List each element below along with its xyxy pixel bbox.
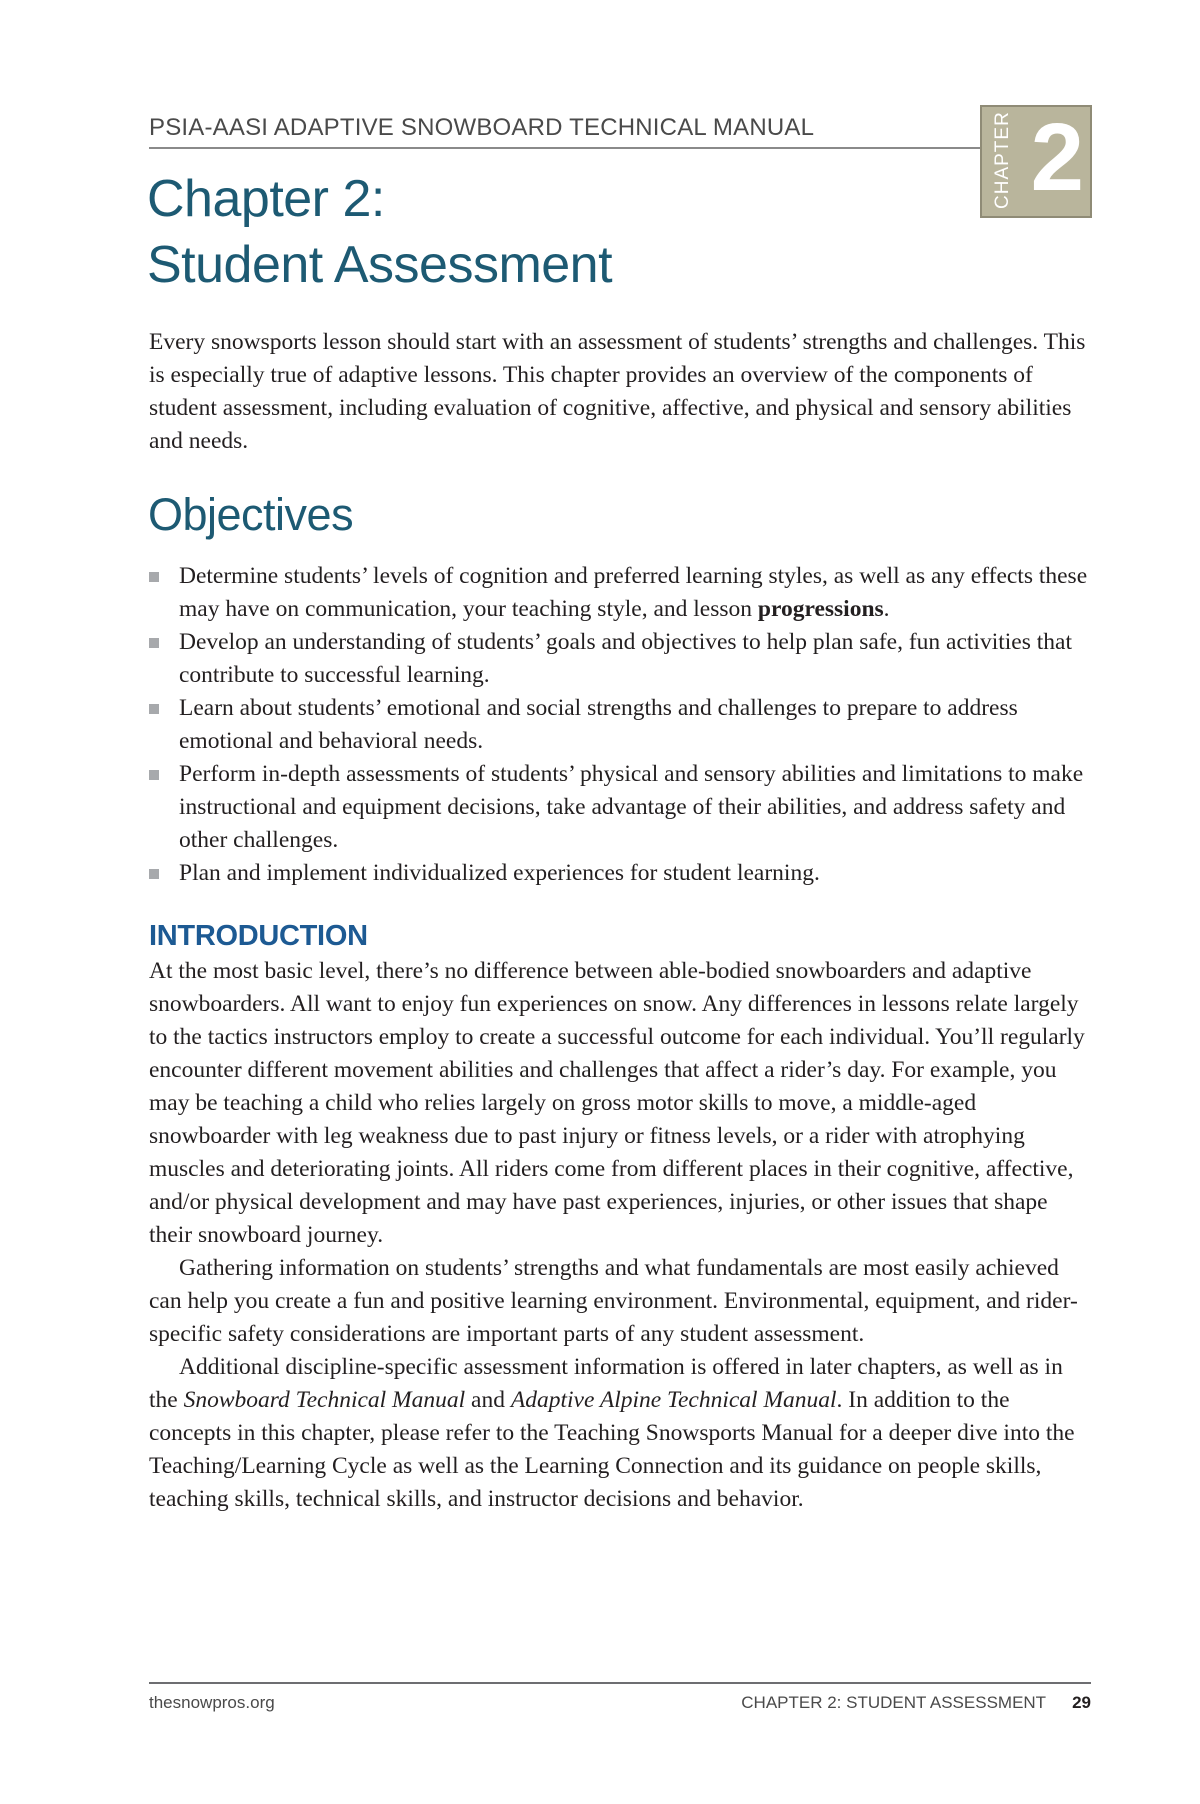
chapter-tab-word: CHAPTER xyxy=(992,111,1013,209)
body-paragraph: Gathering information on students’ strengths and what fundamentals are most easily achieved can help you create a fun and positive learning environment. Environmental, equipment, and rider-specific safety considerations are important parts of any student assessment. xyxy=(149,1255,1078,1347)
chapter-title-line-2: Student Assessment xyxy=(147,236,613,294)
paragraph-text: . In addition to the concepts in this chapter, please refer to the Teaching Snowsports Manual for a deeper dive into the Teaching/Learning Cycle as well as the Learning Connection and its guidance on people skills, teaching skills, technical skills, and instructor decisions and behavior. xyxy=(149,1387,1075,1512)
page-number: 29 xyxy=(1072,1693,1091,1712)
objectives-list xyxy=(149,560,1094,890)
introduction-body xyxy=(149,955,1089,1516)
objective-item xyxy=(149,626,1094,692)
footer-chapter-label: CHAPTER 2: STUDENT ASSESSMENT xyxy=(741,1693,1047,1712)
objectives-heading: Objectives xyxy=(148,489,354,540)
square-bullet-icon xyxy=(149,770,159,780)
objective-item xyxy=(149,692,1094,758)
objective-text-end: . xyxy=(883,596,890,622)
footer-website: thesnowpros.org xyxy=(149,1693,275,1712)
running-head: PSIA-AASI ADAPTIVE SNOWBOARD TECHNICAL MANUAL xyxy=(149,114,815,141)
footer-rule xyxy=(149,1682,1091,1684)
square-bullet-icon xyxy=(149,572,159,582)
introduction-heading: INTRODUCTION xyxy=(149,920,368,952)
body-paragraph xyxy=(149,1351,1089,1516)
chapter-tab-number: 2 xyxy=(1030,105,1084,211)
objective-item xyxy=(149,560,1094,626)
chapter-title-line-1: Chapter 2: xyxy=(147,170,385,228)
book-title: Adaptive Alpine Technical Manual xyxy=(510,1387,837,1413)
paragraph-text: Additional discipline-specific assessment information is offered in later chapters, as well as in the xyxy=(149,1354,1063,1413)
intro-paragraph: Every snowsports lesson should start with an assessment of students’ strengths and challenges. This is especially true of adaptive lessons. This chapter provides an overview of the components of student assessment, including evaluation of cognitive, affective, and physical and sensory abilities and needs. xyxy=(149,329,1086,454)
objective-item xyxy=(149,857,1094,890)
square-bullet-icon xyxy=(149,869,159,879)
chapter-title xyxy=(147,166,947,298)
objective-text: Determine students’ levels of cognition and preferred learning styles, as well as any effects these may have on communication, your teaching style, and lesson xyxy=(179,563,1088,622)
square-bullet-icon xyxy=(149,704,159,714)
objective-text: Plan and implement individualized experiences for student learning. xyxy=(179,860,820,886)
chapter-tab xyxy=(980,105,1092,218)
body-paragraph: At the most basic level, there’s no difference between able-bodied snowboarders and adaptive snowboarders. All want to enjoy fun experiences on snow. Any differences in lessons relate largely to the tactics instructors employ to create a successful outcome for each individual. You’ll regularly encounter different movement abilities and challenges that affect a rider’s day. For example, you may be teaching a child who relies largely on gross motor skills to move, a middle-aged snowboarder with leg weakness due to past injury or fitness levels, or a rider with atrophying muscles and deteriorating joints. All riders come from different places in their cognitive, affective, and/or physical development and may have past experiences, injuries, or other issues that shape their snowboard journey. xyxy=(149,958,1085,1248)
objective-text: Develop an understanding of students’ goals and objectives to help plan safe, fun activities that contribute to successful learning. xyxy=(179,629,1072,688)
objective-bold-term: progressions xyxy=(757,596,884,622)
footer-right xyxy=(741,1691,1091,1715)
objective-text: Learn about students’ emotional and social strengths and challenges to prepare to address emotional and behavioral needs. xyxy=(179,695,1018,754)
objective-text: Perform in-depth assessments of students’ physical and sensory abilities and limitations to make instructional and equipment decisions, take advantage of their abilities, and address safety and other challenges. xyxy=(179,761,1084,853)
book-title: Snowboard Technical Manual xyxy=(183,1387,466,1413)
header-rule xyxy=(149,147,981,149)
square-bullet-icon xyxy=(149,638,159,648)
objective-item xyxy=(149,758,1094,857)
paragraph-text: and xyxy=(465,1387,511,1413)
